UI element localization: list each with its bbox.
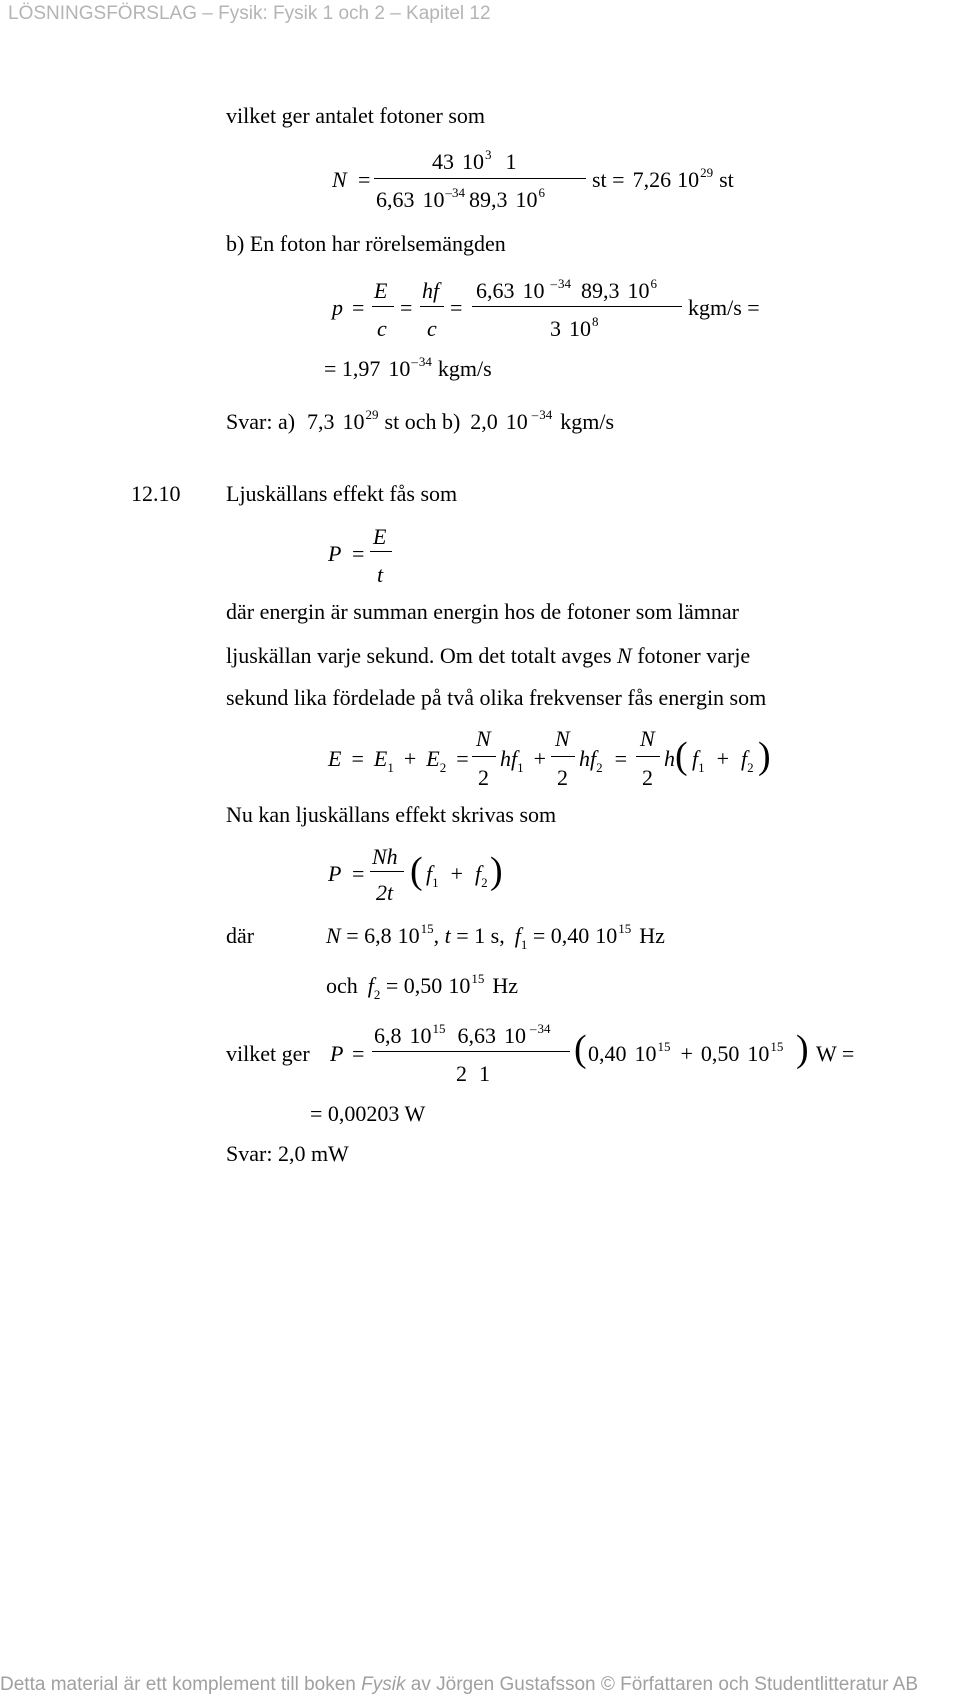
hf2-term: $hf_2$ = [579, 746, 628, 775]
final-answer: Svar: 2,0 mW [226, 1141, 349, 1166]
frac-n-3: N [640, 726, 655, 751]
p-variable: p [332, 295, 343, 320]
frac2-numerator: hf [422, 278, 440, 303]
equals-sign: = [352, 541, 365, 566]
right-paren: ) [796, 1028, 809, 1070]
frac1-numerator: E [374, 278, 388, 303]
b-intro-text: b) En foton har rörelsemängden [226, 231, 506, 256]
result-line-2: = 1,97 $10^{-34}$ kgm/s [324, 354, 492, 381]
intro-text: vilket ger antalet fotoner som [226, 103, 486, 128]
left-paren: ( [675, 735, 688, 777]
frac3-numerator: 6,63 10 $^{-34}$ 89,3 $10^6$ [476, 276, 657, 303]
och-line: och $f_2 = 0,50$ $10^{15}$ Hz [326, 971, 518, 1002]
equals-sign: = [352, 1041, 365, 1066]
hf1-term: $hf_1$ + [500, 746, 547, 775]
frac-two-1: 2 [478, 765, 489, 790]
page-footer: Detta material är ett komplement till boken Fysik av Jörgen Gustafsson © Författaren och Studentlitteratur AB [0, 1674, 918, 1695]
paragraph-line-1: där energin är summan energin hos de fotoner som lämnar [226, 599, 739, 624]
final-denominator: 2 1 [456, 1061, 490, 1086]
page-header: LÖSNINGSFÖRSLAG – Fysik: Fysik 1 och 2 – Kapitel 12 [8, 3, 491, 24]
final-label: vilket ger [226, 1041, 310, 1066]
fraction-line [636, 756, 660, 757]
fraction-line [551, 756, 575, 757]
result-line: st = 7,26 $10^{29}$ st [592, 165, 734, 192]
fraction-line [372, 1051, 570, 1052]
p-variable: P [328, 861, 342, 886]
f-sum-p: $f_1 + f_2$ [426, 861, 488, 890]
n-variable: N [332, 167, 347, 192]
unit-tail: kgm/s = [688, 295, 760, 320]
equals-sign: = [450, 295, 463, 320]
final-numerator: 6,8 $10^{15}$ 6,63 10 $^{-34}$ [374, 1021, 551, 1048]
fraction-line [420, 306, 444, 307]
frac-nh: Nh [372, 844, 398, 869]
frac2-denominator: c [427, 316, 437, 341]
left-paren: ( [410, 850, 423, 892]
right-paren: ) [758, 735, 771, 777]
fraction-line [374, 178, 586, 179]
frac-two-3: 2 [642, 765, 653, 790]
right-paren: ) [490, 850, 503, 892]
numerator: 43 $10^3$ 1 [432, 147, 517, 174]
p-variable: P [328, 541, 342, 566]
equals-sign: = [352, 295, 365, 320]
problem-title: Ljuskällans effekt fås som [226, 481, 458, 506]
equals-sign: = [400, 295, 413, 320]
p-variable: P [330, 1041, 344, 1066]
fraction-line [472, 756, 496, 757]
equals-sign: = [358, 167, 371, 192]
denominator: 6,63 $10^{-34}$ 89,3 $10^6$ [376, 185, 545, 212]
fraction-line [372, 306, 394, 307]
fraction-line [370, 871, 404, 872]
paragraph-line-2: ljuskällan varje sekund. Om det totalt avges N fotoner varje [226, 643, 751, 668]
frac3-denominator: 3 $10^8$ [550, 314, 599, 341]
final-result: = 0,00203 W [310, 1101, 426, 1126]
frac-numerator: E [373, 524, 387, 549]
fraction-line [472, 306, 682, 307]
f-sum: $f_1 + f_2$ [692, 746, 754, 775]
frac1-denominator: c [377, 316, 387, 341]
energy-equation-lhs: $E = E_1 + E_2$ = [328, 746, 469, 775]
frac-denominator: t [377, 562, 384, 587]
final-unit: W = [816, 1041, 855, 1066]
dar-label: där [226, 923, 255, 948]
frac-n-1: N [476, 726, 491, 751]
fraction-line [370, 551, 392, 552]
nu-text: Nu kan ljuskällans effekt skrivas som [226, 802, 557, 827]
paragraph-line-3: sekund lika fördelade på två olika frekvenser fås energin som [226, 685, 767, 710]
problem-number: 12.10 [131, 481, 181, 506]
equals-sign: = [352, 861, 365, 886]
values-line: N = 6,8 $10^{15}$, t = 1 s, $f_1 = 0,40$ $10^{15}$ Hz [326, 921, 665, 952]
h-factor: h [664, 746, 675, 771]
left-paren: ( [574, 1028, 587, 1070]
svar-line-1: Svar: a) 7,3 $10^{29}$ st och b) 2,0 10 $^{-34}$ kgm/s [226, 407, 615, 434]
frac-two-2: 2 [557, 765, 568, 790]
frac-n-2: N [555, 726, 570, 751]
final-sum: 0,40 $10^{15} + 0,50$ $10^{15}$ [588, 1039, 784, 1066]
frac-2t: 2t [376, 880, 394, 905]
